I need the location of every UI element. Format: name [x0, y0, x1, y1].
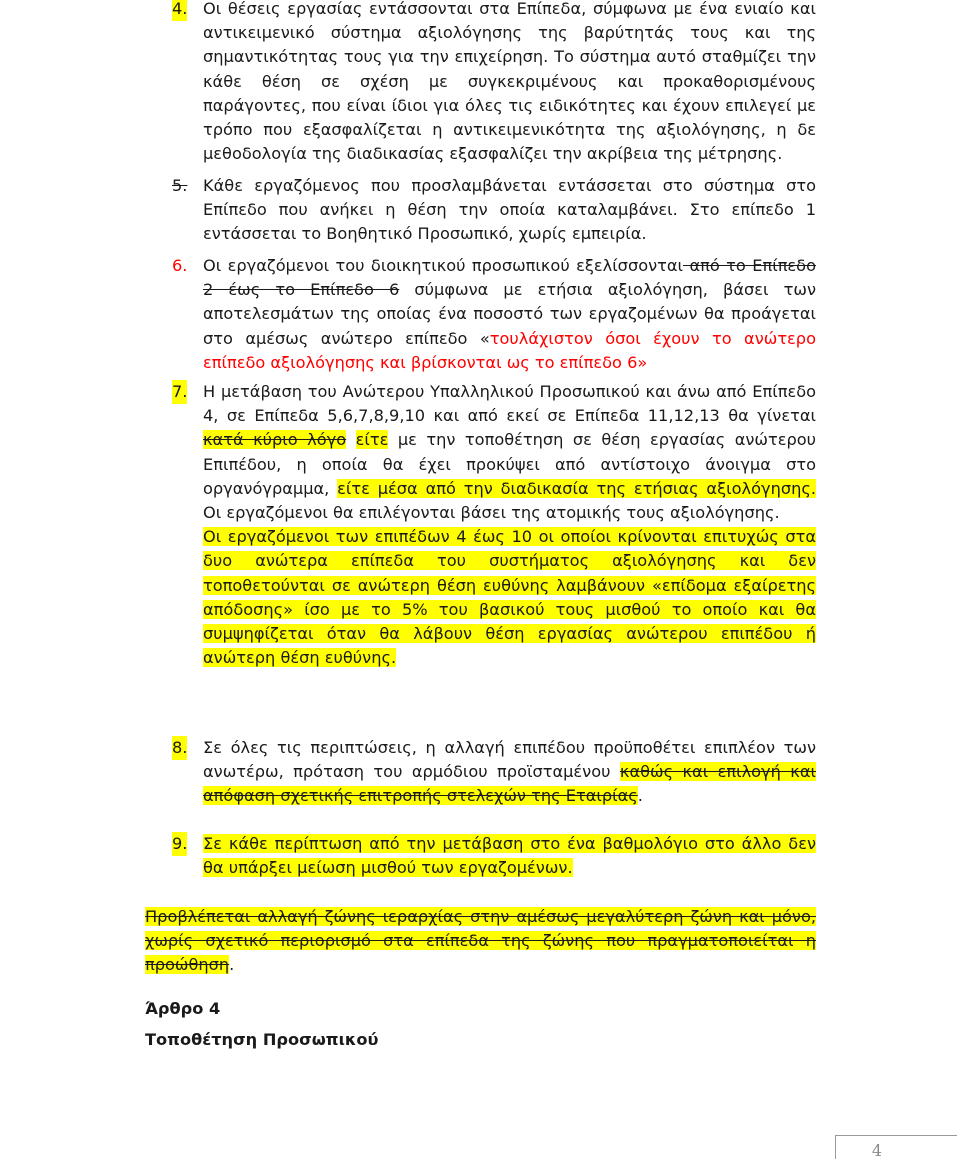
item-text-part: Οι εργαζόμενοι θα επιλέγονται βάσει της ατομικής τους αξιολόγησης.: [203, 503, 780, 523]
paragraph-end: .: [229, 955, 235, 975]
item-text: [203, 832, 816, 880]
item-text-part: Οι εργαζόμενοι του διοικητικού προσωπικού εξελίσσονται: [203, 256, 684, 275]
list-item-7: [172, 380, 816, 670]
highlighted-text: Σε κάθε περίπτωση από την μετάβαση στο ένα βαθμολόγιο στο άλλο δεν θα υπάρξει μείωση μισθού των εργαζομένων.: [203, 834, 816, 878]
struck-text: κατά κύριο λόγο: [203, 430, 347, 450]
list-item-8: [172, 736, 816, 809]
item-number: 4.: [172, 0, 187, 21]
item-text: Κάθε εργαζόμενος που προσλαμβάνεται εντάσσεται στο σύστημα στο Επίπεδο που ανήκει η θέση την οποία καταλαμβάνει. Στο επίπεδο 1 εντάσσεται το Βοηθητικό Προσωπικό, χωρίς εμπειρία.: [203, 176, 816, 244]
highlighted-paragraph: Οι εργαζόμενοι των επιπέδων 4 έως 10 οι οποίοι κρίνονται επιτυχώς στα δυο ανώτερα επίπεδα του συστήματος αξιολόγησης και δεν τοποθετούνται σε ανώτερη θέση ευθύνης λαμβάνουν «επίδομα εξαίρετης απόδοσης» ίσο με το 5% του βασικού τους μισθού το οποίο και θα συμψηφίζεται όταν θα λάβουν θέση εργασίας ανώτερου επιπέδου ή ανώτερη θέση ευθύνης.: [203, 527, 816, 668]
list-item-4: [172, 0, 816, 166]
item-text-part: σύμφωνα με ετήσια αξιολόγηση, βάσει των αποτελεσμάτων της οποίας ένα ποσοστό των εργαζομένων θα προάγεται στο αμέσως ανώτερο επίπεδο «: [203, 280, 816, 348]
item-number: 9.: [172, 832, 187, 856]
item-number: 5.: [172, 176, 188, 195]
struck-paragraph: [145, 905, 816, 978]
item-text-part: Η μετάβαση του Ανώτερου Υπαλληλικού Προσωπικού και άνω από Επίπεδο 4, σε Επίπεδα 5,6,7,8,9,10 και από εκεί σε Επίπεδα 11,12,13 θα γίνεται: [203, 382, 816, 426]
article-number: Άρθρο 4: [145, 999, 221, 1018]
item-number: 6.: [172, 256, 188, 275]
item-number: 7.: [172, 380, 187, 404]
struck-text: Προβλέπεται αλλαγή ζώνης ιεραρχίας στην αμέσως μεγαλύτερη ζώνη και μόνο, χωρίς σχετικό περιορισμό στα επίπεδα της ζώνης που πραγματοποιείται η προώθηση: [145, 907, 816, 975]
item-text: Οι θέσεις εργασίας εντάσσονται στα Επίπεδα, σύμφωνα με ένα ενιαίο και αντικειμενικό σύστημα αξιολόγησης της βαρύτητάς τους και της σημαντικότητας τους για την επιχείρηση. Το σύστημα αυτό σταθμίζει την κάθε θέση σε σχέση με συγκεκριμένους και προκαθορισμένους παράγοντες, που είναι ίδιοι για όλες τις ειδικότητες και έχουν επιλεγεί με τρόπο που εξασφαλίζεται η αντικειμενικότητα της αξιολόγησης, η δε μεθοδολογία της διαδικασίας εξασφαλίζει την ακρίβεια της μέτρησης.: [203, 0, 816, 164]
highlighted-text: είτε μέσα από την διαδικασία της ετήσιας αξιολόγησης.: [337, 478, 816, 498]
item-text: [203, 254, 816, 375]
item-text-part: Σε όλες τις περιπτώσεις, η αλλαγή επιπέδου προϋποθέτει επιπλέον των ανωτέρω, πρόταση του αρμόδιου προϊσταμένου: [203, 738, 816, 782]
list-item-9: [172, 832, 816, 880]
struck-text: από το Επίπεδο 2 έως το Επίπεδο 6: [203, 256, 816, 300]
list-item-5: [172, 174, 816, 247]
item-text: [203, 380, 816, 670]
item-text: [203, 736, 816, 809]
page-number: 4: [835, 1135, 957, 1159]
item-text-part: με την τοποθέτηση σε θέση εργασίας ανώτερου Επιπέδου, η οποία θα έχει προκύψει από αντίστοιχο άνοιγμα στο οργανόγραμμα,: [203, 430, 817, 498]
article-title: Τοποθέτηση Προσωπικού: [145, 1030, 379, 1049]
red-text: τουλάχιστον όσοι έχουν το ανώτερο επίπεδο αξιολόγησης και βρίσκονται ως το επίπεδο 6»: [203, 328, 816, 372]
item-text-part: .: [637, 786, 643, 806]
list-item-6: [172, 254, 816, 375]
struck-text: καθώς και επιλογή και απόφαση σχετικής επιτροπής στελεχών της Εταιρίας: [203, 762, 816, 806]
item-number: 8.: [172, 736, 187, 760]
highlighted-text: είτε: [355, 430, 389, 450]
